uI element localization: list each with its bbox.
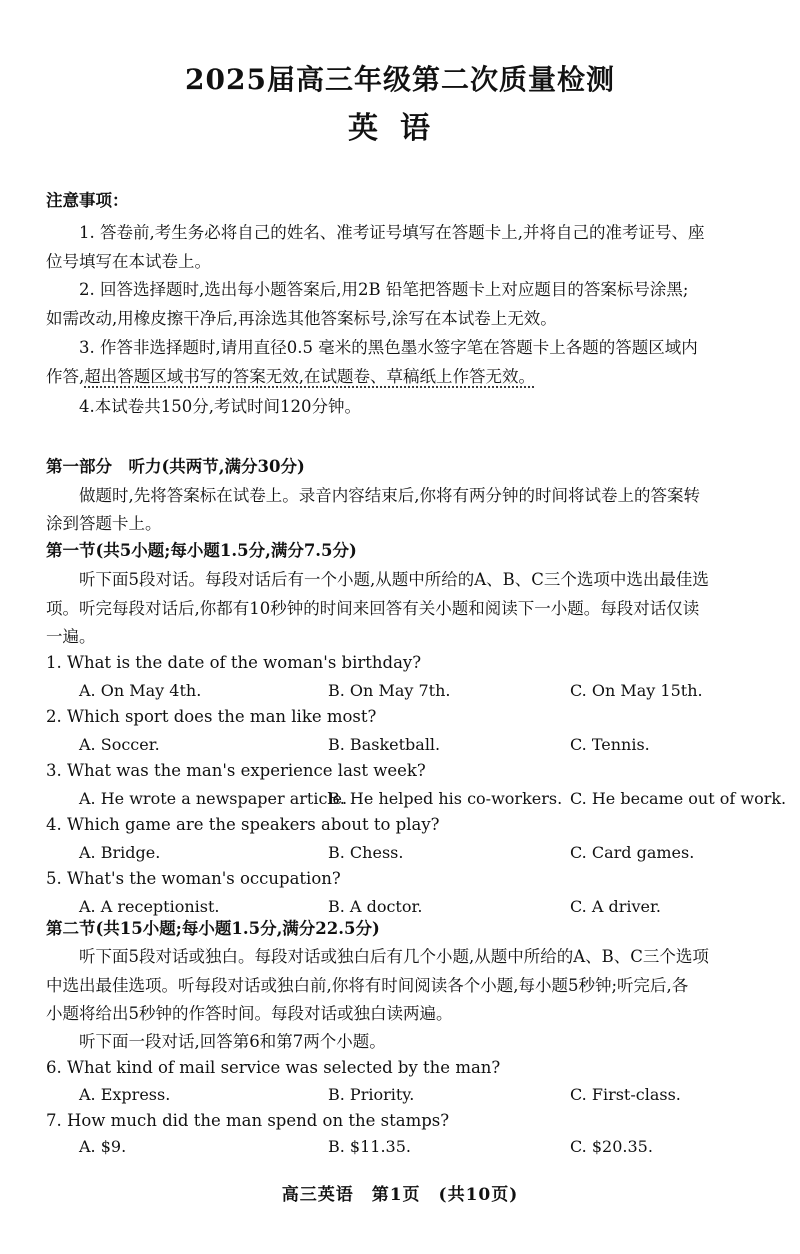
section1-instr-line-2: 项。听完每段对话后,你都有10秒钟的时间来回答有关小题和阅读下一小题。每段对话仅读 (46, 599, 700, 618)
question-5-option-b: B. A doctor. (328, 897, 423, 916)
question-7-option-c: C. $20.35. (570, 1137, 653, 1156)
question-2: 2. Which sport does the man like most? (46, 707, 377, 726)
question-7: 7. How much did the man spend on the stamps? (46, 1111, 450, 1130)
question-1-option-c: C. On May 15th. (570, 681, 703, 700)
section2-instr-line-3: 小题将给出5秒钟的作答时间。每段对话或独白读两遍。 (46, 1004, 453, 1023)
question-4-option-b: B. Chess. (328, 843, 404, 862)
question-3-option-b: B. He helped his co-workers. (328, 789, 563, 808)
notice-item-3-emphasis: 超出答题区域书写的答案无效,在试题卷、草稿纸上作答无效。 (84, 367, 535, 386)
notice-item-1-line-2: 位号填写在本试卷上。 (46, 252, 211, 271)
question-1-option-a: A. On May 4th. (79, 681, 202, 700)
notice-item-2-line-1: 2. 回答选择题时,选出每小题答案后,用2B 铅笔把答题卡上对应题目的答案标号涂黑; (79, 280, 689, 299)
question-5-option-c: C. A driver. (570, 897, 661, 916)
subject-title: 英语 (348, 111, 452, 146)
question-4-option-a: A. Bridge. (79, 843, 161, 862)
question-3: 3. What was the man's experience last week? (46, 761, 426, 780)
notice-item-3-line-2 (46, 366, 756, 388)
section2-instr-line-2: 中选出最佳选项。听每段对话或独白前,你将有时间阅读各个小题,每小题5秒钟;听完后,各 (46, 976, 689, 995)
section2-heading: 第二节(共15小题;每小题1.5分,满分22.5分) (46, 919, 380, 938)
section1-instr-line-3: 一遍。 (46, 627, 96, 646)
notice-item-3-line-1: 3. 作答非选择题时,请用直径0.5 毫米的黑色墨水签字笔在答题卡上各题的答题区域内 (79, 338, 698, 357)
notice-item-1-line-1: 1. 答卷前,考生务必将自己的姓名、准考证号填写在答题卡上,并将自己的准考证号、座 (79, 223, 705, 242)
question-3-option-c: C. He became out of work. (570, 789, 787, 808)
question-2-option-b: B. Basketball. (328, 735, 441, 754)
section1-instr-line-1: 听下面5段对话。每段对话后有一个小题,从题中所给的A、B、C三个选项中选出最佳选 (79, 570, 709, 589)
question-1: 1. What is the date of the woman's birthday? (46, 653, 422, 672)
question-6: 6. What kind of mail service was selected by the man? (46, 1058, 501, 1077)
page-footer: 高三英语 第1页 (共10页) (281, 1185, 519, 1205)
section2-instr-line-1: 听下面5段对话或独白。每段对话或独白后有几个小题,从题中所给的A、B、C三个选项 (79, 947, 709, 966)
notice-heading: 注意事项： (46, 191, 129, 210)
notice-item-2-line-2: 如需改动,用橡皮擦干净后,再涂选其他答案标号,涂写在本试卷上无效。 (46, 309, 557, 328)
question-1-option-b: B. On May 7th. (328, 681, 451, 700)
exam-title: 2025届高三年级第二次质量检测 (185, 63, 615, 96)
question-6-option-b: B. Priority. (328, 1085, 415, 1104)
question-6-option-c: C. First-class. (570, 1085, 681, 1104)
part1-intro-line-1: 做题时,先将答案标在试卷上。录音内容结束后,你将有两分钟的时间将试卷上的答案转 (79, 486, 700, 505)
notice-item-4: 4.本试卷共150分,考试时间120分钟。 (79, 397, 361, 416)
question-7-option-b: B. $11.35. (328, 1137, 411, 1156)
section1-heading: 第一节(共5小题;每小题1.5分,满分7.5分) (46, 541, 357, 560)
question-4-option-c: C. Card games. (570, 843, 695, 862)
question-7-option-a: A. $9. (79, 1137, 127, 1156)
part1-heading: 第一部分 听力(共两节,满分30分) (46, 457, 305, 476)
question-2-option-c: C. Tennis. (570, 735, 650, 754)
question-3-option-a: A. He wrote a newspaper article. (79, 789, 348, 808)
section2-sub-instruction: 听下面一段对话,回答第6和第7两个小题。 (79, 1032, 386, 1051)
question-5: 5. What's the woman's occupation? (46, 869, 341, 888)
part1-intro-line-2: 涂到答题卡上。 (46, 514, 162, 533)
question-5-option-a: A. A receptionist. (79, 897, 220, 916)
notice-item-3-prefix: 作答, (46, 367, 85, 386)
question-2-option-a: A. Soccer. (79, 735, 160, 754)
question-6-option-a: A. Express. (79, 1085, 171, 1104)
question-4: 4. Which game are the speakers about to play? (46, 815, 440, 834)
